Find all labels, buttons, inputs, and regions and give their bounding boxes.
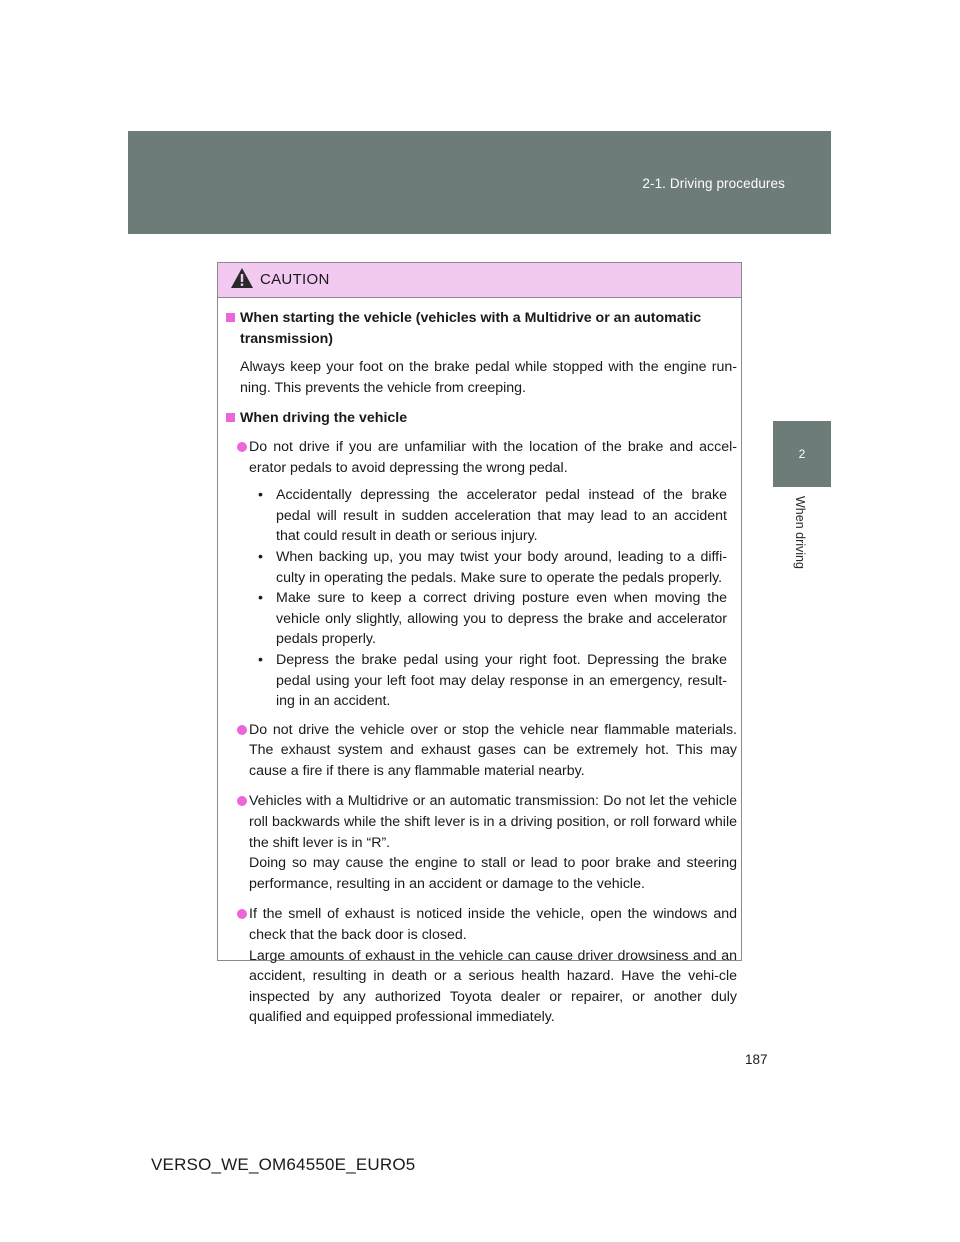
sub-bullet	[258, 650, 727, 712]
list-item	[222, 904, 737, 1028]
caution-header	[218, 263, 741, 298]
list-item	[222, 720, 737, 782]
square-bullet-icon	[226, 313, 235, 322]
sub-bullet-text: When backing up, you may twist your body around, leading to a diffi-culty in operating the pedals. Make sure to operate the pedals properly.	[276, 548, 727, 586]
bullet-mark: •	[258, 548, 263, 565]
item-text-continued: Large amounts of exhaust in the vehicle can cause driver drowsiness and an accident, resulting in death or a serious health hazard. Have the vehi-cle inspected by any authorized Toyota dealer or repairer, or another duly qualified and equipped professional immediately.	[249, 947, 737, 1026]
bullet-mark: •	[258, 590, 263, 607]
heading-text: When driving the vehicle	[240, 410, 408, 427]
caution-body	[218, 298, 741, 1028]
item-text: If the smell of exhaust is noticed inside the vehicle, open the windows and check that the back door is closed.	[249, 906, 737, 944]
sub-bullet	[258, 485, 727, 547]
item-text: Do not drive the vehicle over or stop the vehicle near flammable materials. The exhaust system and exhaust gases can be extremely hot. This may cause a fire if there is any flammable material nearby.	[249, 721, 737, 779]
caution-box	[217, 262, 742, 1026]
sub-bullet-text: Accidentally depressing the accelerator pedal instead of the brake pedal will result in sudden acceleration that may lead to an accident that could result in death or serious injury.	[276, 487, 727, 545]
item-text: Do not drive if you are unfamiliar with the location of the brake and accel-erator pedals to avoid depressing the wrong pedal.	[249, 438, 737, 476]
list-item	[222, 791, 737, 894]
section-title: 2-1. Driving procedures	[642, 176, 785, 191]
document-code: VERSO_WE_OM64550E_EURO5	[151, 1155, 416, 1174]
item-text-continued: Doing so may cause the engine to stall or lead to poor brake and steering performance, resulting in an accident or damage to the vehicle.	[249, 855, 737, 892]
bullet-mark: •	[258, 487, 263, 504]
sub-bullet	[258, 547, 727, 588]
section-heading	[222, 308, 737, 349]
paragraph: Always keep your foot on the brake pedal while stopped with the engine run-ning. This prevents the vehicle from creeping.	[240, 359, 737, 396]
square-bullet-icon	[226, 413, 235, 422]
chapter-tab	[773, 421, 831, 487]
circle-bullet-icon	[237, 796, 247, 806]
sub-bullet	[258, 588, 727, 650]
sub-bullet-text: Depress the brake pedal using your right foot. Depressing the brake pedal using your left foot may delay response in an emergency, result-ing in an accident.	[276, 651, 727, 710]
chapter-label: When driving	[793, 496, 807, 569]
sub-bullet-list	[222, 485, 737, 712]
chapter-number: 2	[798, 447, 806, 461]
page-number: 187	[745, 1052, 768, 1067]
section-heading	[222, 408, 737, 429]
header-band	[128, 131, 831, 234]
list-item	[222, 437, 737, 478]
circle-bullet-icon	[237, 909, 247, 919]
bullet-mark: •	[258, 651, 263, 668]
warning-triangle-icon	[230, 267, 254, 294]
circle-bullet-icon	[237, 442, 247, 452]
heading-text: When starting the vehicle (vehicles with a Multidrive or an automatic transmission)	[240, 310, 702, 347]
caution-title: CAUTION	[260, 271, 330, 288]
circle-bullet-icon	[237, 725, 247, 735]
sub-bullet-text: Make sure to keep a correct driving posture even when moving the vehicle only slightly, allowing you to depress the brake and accelerator pedals properly.	[276, 590, 727, 648]
item-text: Vehicles with a Multidrive or an automatic transmission: Do not let the vehicle roll backwards while the shift lever is in a driving position, or roll forward while the shift lever is in “R”.	[249, 793, 737, 851]
